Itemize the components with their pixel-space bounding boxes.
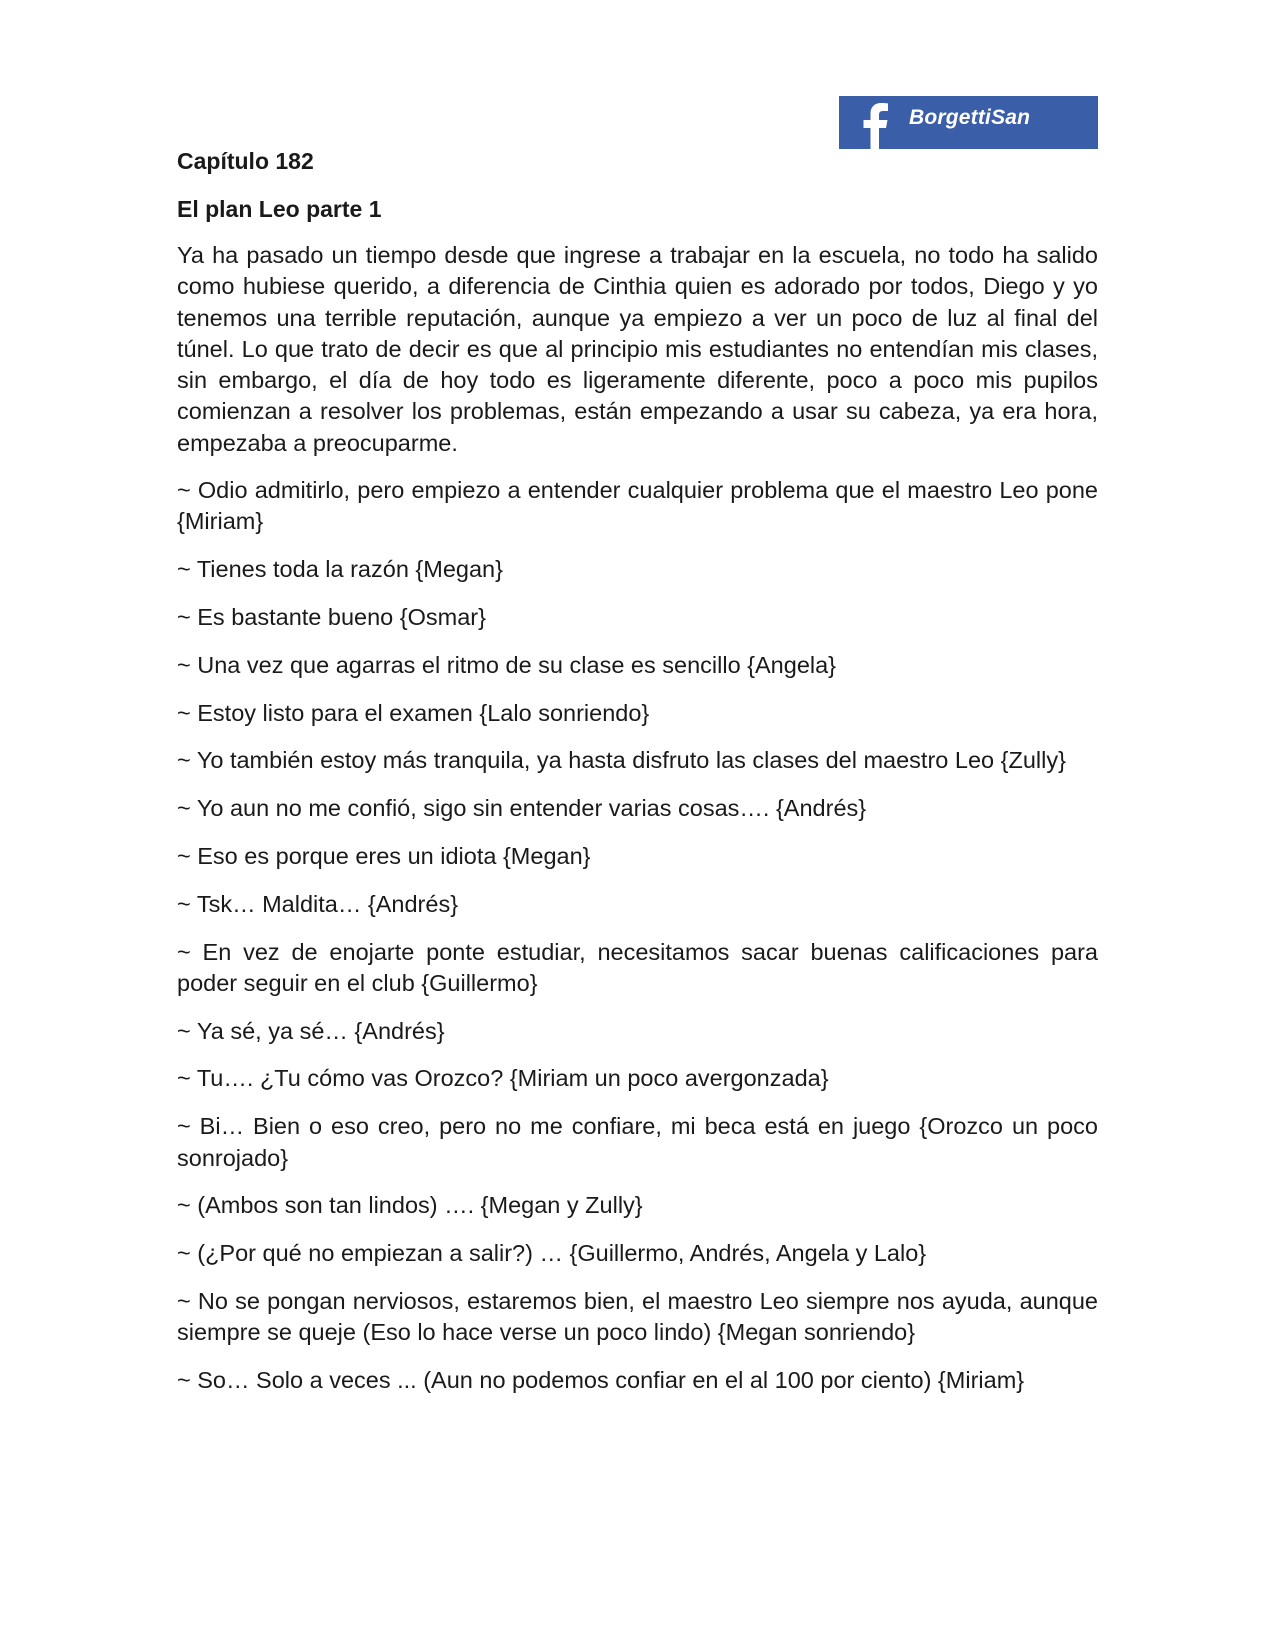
dialogue-line: ~ Yo aun no me confió, sigo sin entender varias cosas…. {Andrés} bbox=[177, 795, 867, 822]
chapter-title: Capítulo 182 bbox=[177, 148, 314, 174]
intro-paragraph: Ya ha pasado un tiempo desde que ingrese a trabajar en la escuela, no todo ha salido como hubiese querido, a diferencia de Cinthia quien es adorado por todos, Diego y yo tenemos una terrible reputación, aunque ya empiezo a ver un poco de luz al final del túnel. Lo que trato de decir es que al principio mis estudiantes no entendían mis clases, sin embargo, el día de hoy todo es ligeramente diferente, poco a poco mis pupilos comienzan a resolver los problemas, están empezando a usar su cabeza, ya era hora, empezaba a preocuparme. bbox=[177, 242, 1098, 456]
dialogue-line: ~ Tienes toda la razón {Megan} bbox=[177, 556, 503, 583]
document-body bbox=[177, 142, 1098, 1413]
dialogue-line: ~ Es bastante bueno {Osmar} bbox=[177, 603, 486, 630]
dialogue-line: ~ Odio admitirlo, pero empiezo a entender cualquier problema que el maestro Leo pone {Miriam} bbox=[177, 477, 1098, 535]
dialogue-line: ~ Tu…. ¿Tu cómo vas Orozco? {Miriam un poco avergonzada} bbox=[177, 1065, 829, 1092]
dialogue-line: ~ Tsk… Maldita… {Andrés} bbox=[177, 890, 459, 917]
banner-name: BorgettiSan bbox=[909, 106, 1031, 129]
dialogue-line: ~ En vez de enojarte ponte estudiar, necesitamos sacar buenas calificaciones para poder seguir en el club {Guillermo} bbox=[177, 938, 1098, 996]
dialogue-line: ~ (¿Por qué no empiezan a salir?) … {Guillermo, Andrés, Angela y Lalo} bbox=[177, 1240, 927, 1267]
dialogue-line: ~ Ya sé, ya sé… {Andrés} bbox=[177, 1017, 445, 1044]
dialogue-line: ~ Estoy listo para el examen {Lalo sonriendo} bbox=[177, 699, 650, 726]
dialogue-line: ~ Bi… Bien o eso creo, pero no me confiare, mi beca está en juego {Orozco un poco sonrojado} bbox=[177, 1113, 1098, 1171]
dialogue-line: ~ Una vez que agarras el ritmo de su clase es sencillo {Angela} bbox=[177, 651, 837, 678]
chapter-subtitle: El plan Leo parte 1 bbox=[177, 196, 382, 222]
dialogue-line: ~ Yo también estoy más tranquila, ya hasta disfruto las clases del maestro Leo {Zully} bbox=[177, 747, 1066, 774]
dialogue-line: ~ Eso es porque eres un idiota {Megan} bbox=[177, 842, 591, 869]
dialogue-line: ~ No se pongan nerviosos, estaremos bien, el maestro Leo siempre nos ayuda, aunque siempre se queje (Eso lo hace verse un poco lindo) {Megan sonriendo} bbox=[177, 1287, 1098, 1346]
dialogue-line: ~ So… Solo a veces ... (Aun no podemos confiar en el al 100 por ciento) {Miriam} bbox=[177, 1367, 1025, 1394]
dialogue-line: ~ (Ambos son tan lindos) …. {Megan y Zully} bbox=[177, 1192, 643, 1219]
